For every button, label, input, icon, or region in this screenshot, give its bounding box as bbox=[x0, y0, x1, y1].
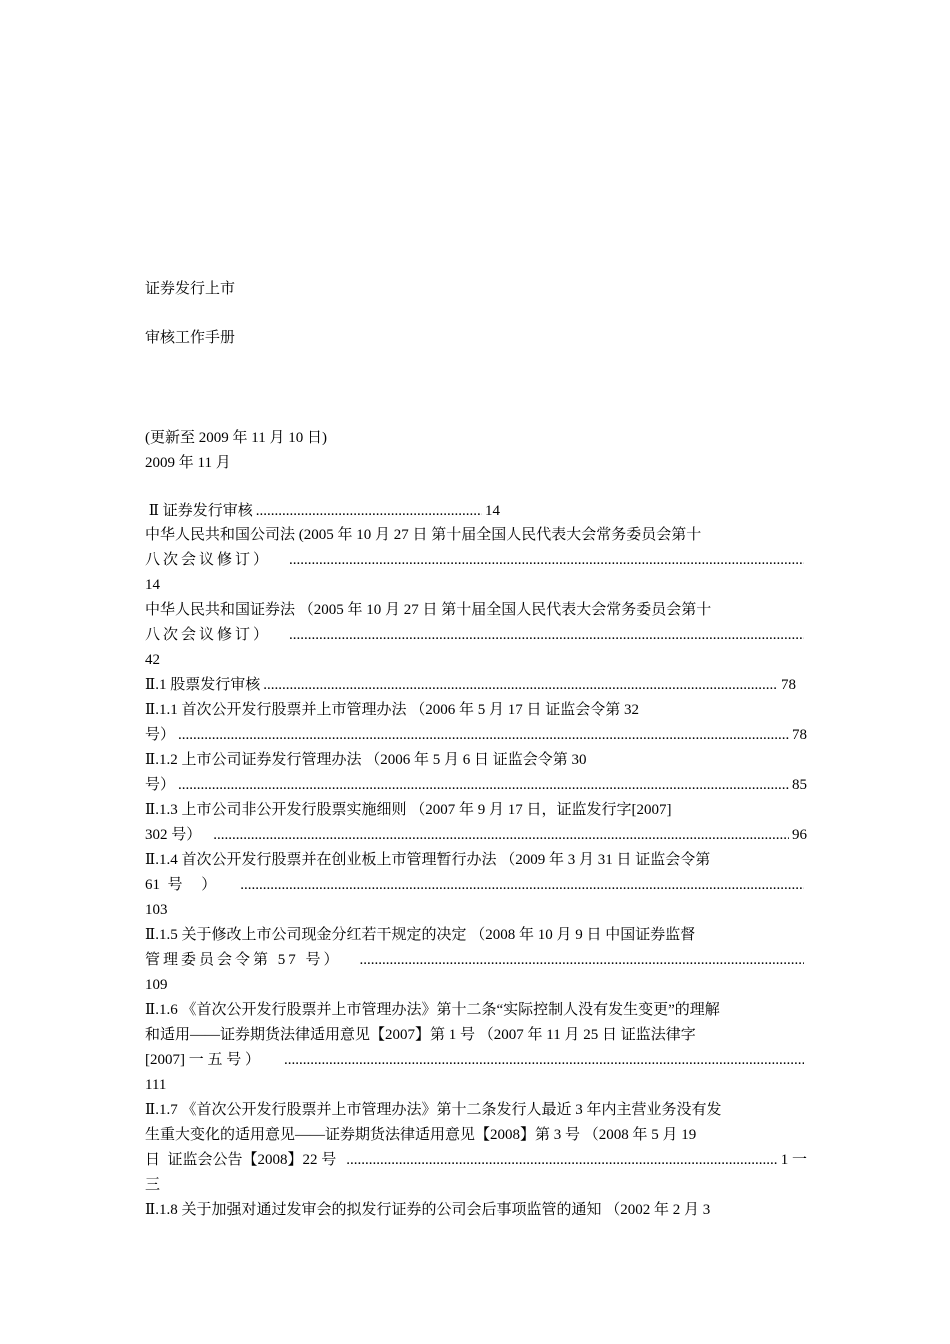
toc-leader-dots bbox=[256, 500, 482, 522]
toc-entry-page: 109 bbox=[145, 977, 168, 993]
toc-entry-title-cont: 管理委员会令第 57 号） bbox=[145, 952, 342, 968]
toc-leader-dots bbox=[346, 1149, 777, 1171]
toc-leader-dots bbox=[289, 624, 804, 646]
toc-entry-page: 85 bbox=[792, 777, 807, 793]
toc-entry-title[interactable]: 中华人民共和国证券法 （2005 年 10 月 27 日 第十届全国人民代表大会常务委员会第十 bbox=[145, 602, 712, 618]
toc-entry-page: 103 bbox=[145, 902, 168, 918]
toc-entry-page: 14 bbox=[485, 503, 500, 519]
toc-entry-title[interactable]: 中华人民共和国公司法 (2005 年 10 月 27 日 第十届全国人民代表大会常务委员会第十 bbox=[145, 527, 702, 543]
toc-entry-title[interactable]: Ⅱ.1.6 《首次公开发行股票并上市管理办法》第十二条“实际控制人没有发生变更”的理解 bbox=[145, 1002, 720, 1018]
toc-entry-title-cont: 61 号 ） bbox=[145, 877, 217, 893]
toc-entry-page: 96 bbox=[792, 827, 807, 843]
toc-entry-page: 78 bbox=[792, 727, 807, 743]
toc-entry-title-cont: 号） bbox=[145, 727, 176, 743]
toc-leader-dots bbox=[178, 774, 789, 796]
toc-entry-page: 1 一 bbox=[780, 1152, 807, 1168]
document-subtitle: 审核工作手册 bbox=[145, 330, 236, 346]
toc-entry-page-cont: 三 bbox=[145, 1177, 161, 1193]
toc-entry-title-cont: 八次会议修订） bbox=[145, 552, 272, 568]
toc-entry-title[interactable]: Ⅱ.1.3 上市公司非公开发行股票实施细则 （2007 年 9 月 17 日，证监发行字[2007] bbox=[145, 802, 672, 818]
toc-leader-dots bbox=[213, 824, 789, 846]
update-note: (更新至 2009 年 11 月 10 日) bbox=[145, 430, 327, 446]
toc-leader-dots bbox=[178, 724, 789, 746]
toc-entry-title-cont: 号） bbox=[145, 777, 176, 793]
document-title: 证券发行上市 bbox=[145, 281, 236, 297]
toc-entry[interactable] bbox=[145, 874, 807, 896]
toc-entry-page: 14 bbox=[145, 577, 160, 593]
toc-entry-title[interactable]: Ⅱ.1.4 首次公开发行股票并在创业板上市管理暂行办法 （2009 年 3 月 31 日 证监会令第 bbox=[145, 852, 711, 868]
toc-entry-title[interactable]: Ⅱ.1.7 《首次公开发行股票并上市管理办法》第十二条发行人最近 3 年内主营业务没有发 bbox=[145, 1102, 722, 1118]
toc-entry-title-cont: 日 证监会公告【2008】22 号 bbox=[145, 1152, 337, 1168]
toc-entry-page: 42 bbox=[145, 652, 160, 668]
toc-leader-dots bbox=[240, 874, 804, 896]
toc-entry[interactable] bbox=[145, 674, 796, 696]
toc-entry-title-cont: 八次会议修订） bbox=[145, 627, 272, 643]
toc-entry-title-cont: 生重大变化的适用意见——证券期货法律适用意见【2008】第 3 号 （2008 年 5 月 19 bbox=[145, 1127, 697, 1143]
toc-entry[interactable] bbox=[145, 824, 807, 846]
toc-leader-dots bbox=[289, 549, 804, 571]
toc-leader-dots bbox=[360, 949, 804, 971]
toc-entry-page: 111 bbox=[145, 1077, 167, 1093]
toc-entry[interactable] bbox=[145, 774, 807, 796]
toc-entry[interactable] bbox=[145, 624, 807, 646]
toc-entry-title: Ⅱ 证券发行审核 bbox=[145, 503, 253, 519]
toc-entry-title: Ⅱ.1 股票发行审核 bbox=[145, 677, 261, 693]
document-date: 2009 年 11 月 bbox=[145, 455, 231, 471]
toc-entry[interactable] bbox=[145, 1049, 807, 1071]
toc-entry-title[interactable]: Ⅱ.1.2 上市公司证券发行管理办法 （2006 年 5 月 6 日 证监会令第 30 bbox=[145, 752, 587, 768]
toc-entry-title[interactable]: Ⅱ.1.5 关于修改上市公司现金分红若干规定的决定 （2008 年 10 月 9 日 中国证券监督 bbox=[145, 927, 696, 943]
toc-entry[interactable] bbox=[145, 549, 807, 571]
toc-leader-dots bbox=[263, 674, 778, 696]
toc-entry[interactable] bbox=[145, 500, 500, 522]
toc-entry[interactable] bbox=[145, 724, 807, 746]
toc-entry-page: 78 bbox=[781, 677, 796, 693]
toc-entry-title[interactable]: Ⅱ.1.1 首次公开发行股票并上市管理办法 （2006 年 5 月 17 日 证监会令第 32 bbox=[145, 702, 639, 718]
toc-entry-title-cont: [2007] 一 五 号 ） bbox=[145, 1052, 260, 1068]
toc-leader-dots bbox=[284, 1049, 804, 1071]
toc-entry-title[interactable]: Ⅱ.1.8 关于加强对通过发审会的拟发行证券的公司会后事项监管的通知 （2002 年 2 月 3 bbox=[145, 1202, 711, 1218]
toc-entry[interactable] bbox=[145, 1149, 807, 1171]
toc-entry-title-cont: 302 号） bbox=[145, 827, 202, 843]
toc-entry[interactable] bbox=[145, 949, 807, 971]
toc-entry-title-cont: 和适用——证券期货法律适用意见【2007】第 1 号 （2007 年 11 月 25 日 证监法律字 bbox=[145, 1027, 696, 1043]
